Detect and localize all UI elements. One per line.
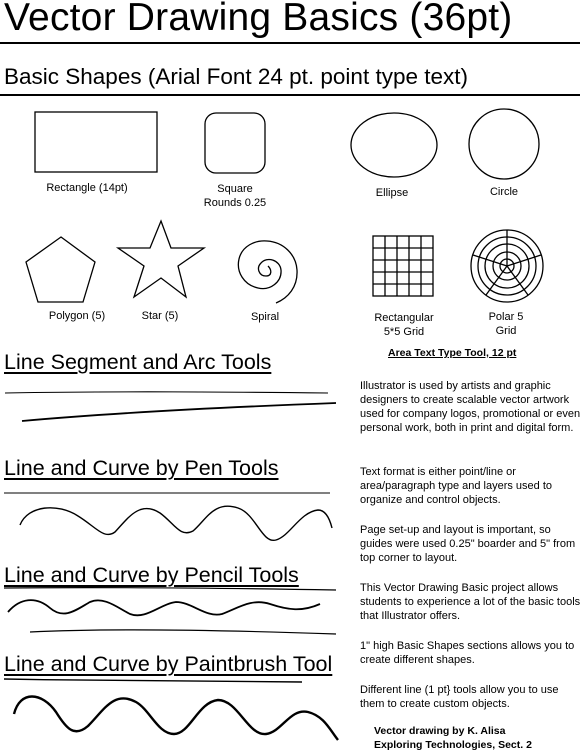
- ellipse-shape: [351, 113, 437, 177]
- paintbrush-curve: [14, 697, 338, 741]
- line-segment-1: [5, 392, 328, 393]
- rectangular-grid-shape: [373, 236, 433, 296]
- paintbrush-line: [4, 679, 302, 682]
- rectangle-label: Rectangle (14pt): [46, 182, 128, 194]
- star-label: Star (5): [141, 310, 179, 322]
- area-paragraph-3: Page set-up and layout is important, so guides were used 0.25" boarder and 5" from top corner to layout.: [360, 524, 576, 564]
- area-paragraph-6: Different line (1 pt} tools allow you to use them to create custom objects.: [360, 684, 559, 710]
- ellipse-label: Ellipse: [375, 187, 409, 199]
- section-line-segment-heading: Line Segment and Arc Tools: [4, 350, 272, 374]
- credit-line-1: Vector drawing by K. Alisa: [374, 725, 506, 737]
- polygon-shape: [26, 237, 95, 302]
- page-subtitle: Basic Shapes (Arial Font 24 pt. point type text): [4, 64, 468, 89]
- circle-label: Circle: [489, 186, 519, 198]
- square-label: Square Rounds 0.25: [203, 183, 267, 209]
- rectangular-grid-label: Rectangular 5*5 Grid: [374, 312, 434, 338]
- section-pen-heading: Line and Curve by Pen Tools: [4, 456, 279, 480]
- polygon-label: Polygon (5): [48, 310, 106, 322]
- area-paragraph-1: Illustrator is used by artists and graphic designers to create scalable vector artwork used for company logos, promotional or even personal work, both in print and digital form.: [360, 380, 580, 434]
- polar-grid-label: Polar 5 Grid: [488, 311, 524, 337]
- square-shape: [205, 113, 265, 173]
- rectangle-shape: [35, 112, 157, 172]
- area-paragraph-2: Text format is either point/line or area/paragraph type and layers used to organize and control objects.: [360, 466, 553, 506]
- pen-curve: [20, 506, 332, 540]
- section-paintbrush-heading: Line and Curve by Paintbrush Tool: [4, 652, 333, 676]
- spiral-shape: [238, 241, 297, 303]
- area-text-title: Area Text Type Tool, 12 pt: [388, 347, 517, 359]
- polar-grid-shape: [471, 230, 543, 302]
- pencil-curve: [8, 600, 320, 615]
- area-paragraph-5: 1" high Basic Shapes sections allows you to create different shapes.: [360, 640, 575, 666]
- pencil-line-2: [30, 630, 336, 634]
- area-paragraph-4: This Vector Drawing Basic project allows students to experience a lot of the basic tools that Illustrator offers.: [360, 582, 580, 622]
- arc-line-1: [22, 403, 336, 421]
- page-title: Vector Drawing Basics (36pt): [4, 0, 513, 39]
- credit-line-2: Exploring Technologies, Sect. 2: [374, 739, 532, 751]
- section-pencil-heading: Line and Curve by Pencil Tools: [4, 563, 299, 587]
- spiral-label: Spiral: [250, 311, 280, 323]
- star-shape: [118, 221, 204, 297]
- circle-shape: [469, 109, 539, 179]
